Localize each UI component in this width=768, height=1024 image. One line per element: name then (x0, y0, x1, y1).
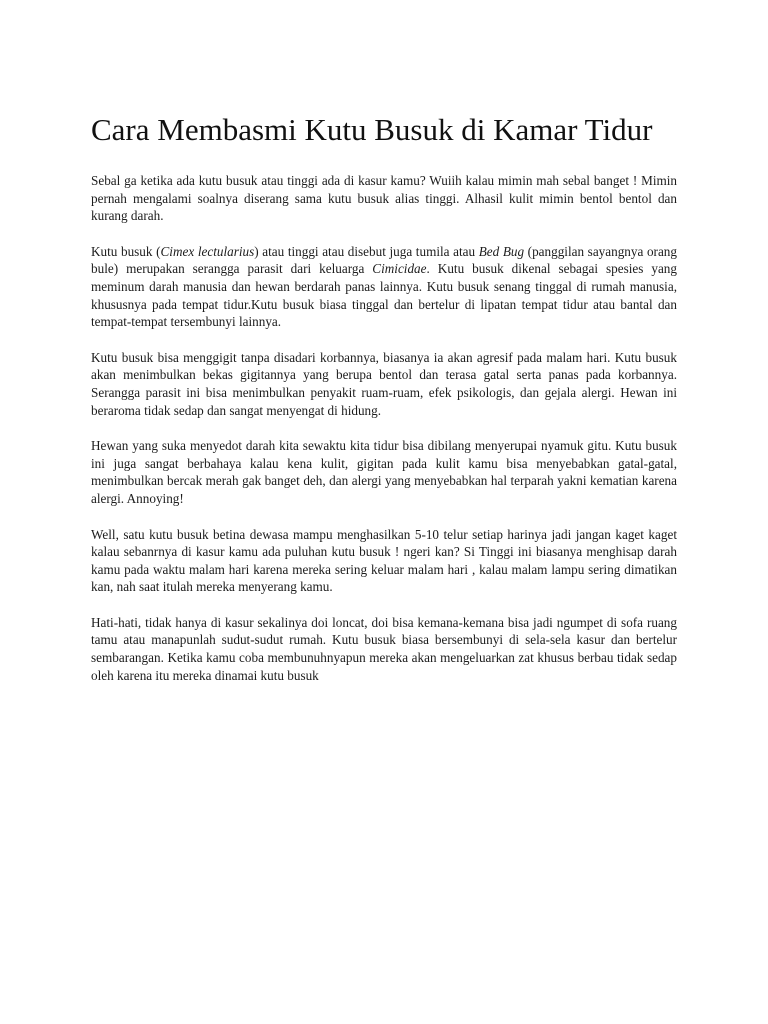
paragraph-intro: Sebal ga ketika ada kutu busuk atau tinggi ada di kasur kamu? Wuiih kalau mimin mah sebal banget ! Mimin pernah mengalami soalnya diserang sama kutu busuk alias tinggi. Alhasil kulit mimin bentol bentol dan kurang darah. (91, 173, 677, 224)
common-name: Bed Bug (478, 243, 525, 259)
paragraph-text-segment: ) atau tinggi atau disebut juga tumila atau (254, 243, 479, 259)
paragraph-text-segment: (panggilan sayangnya orang bule) merupakan serangga parasit dari keluarga (91, 243, 677, 277)
scientific-name: Cimex lectularius (160, 243, 255, 259)
paragraph-reproduction: Well, satu kutu busuk betina dewasa mampu menghasilkan 5-10 telur setiap harinya jadi jangan kaget kaget kalau sebanrnya di kasur kamu ada puluhan kutu busuk ! ngeri kan? Si Tinggi ini biasanya menghisap darah kamu pada waktu malam hari karena mereka sering keluar malam hari , kalau malam lampu sering dimatikan kan, nah saat itulah mereka menyerang kamu. (91, 526, 677, 595)
family-name: Cimicidae (372, 261, 427, 277)
paragraph-hiding: Hati-hati, tidak hanya di kasur sekalinya doi loncat, doi bisa kemana-kemana bisa jadi ngumpet di sofa ruang tamu atau manapunlah sudut-sudut rumah. Kutu busuk biasa bersembunyi di sela-sela kasur dan bertelur sembarangan. Ketika kamu coba membunuhnyapun mereka akan mengeluarkan zat khusus berbau tidak sedap oleh karena itu mereka dinamai kutu busuk (91, 614, 677, 683)
paragraph-danger: Hewan yang suka menyedot darah kita sewaktu kita tidur bisa dibilang menyerupai nyamuk gitu. Kutu busuk ini juga sangat berbahaya kalau kena kulit, gigitan pada kulit kamu bisa menyebabkan gatal-gatal, menimbulkan bercak merah gak banget deh, dan alergi yang menyebabkan hal terparah yakni kematian karena alergi. Annoying! (91, 438, 677, 506)
paragraph-bites: Kutu busuk bisa menggigit tanpa disadari korbannya, biasanya ia akan agresif pada malam hari. Kutu busuk akan menimbulkan bekas gigitannya yang berupa bentol dan terasa gatal serta panas pada korbannya. Serangga parasit ini bisa menimbulkan penyakit ruam-ruam, efek psikologis, dan gejala alergi. Hewan ini beraroma tidak sedap dan sangat menyengat di hidung. (91, 349, 677, 418)
paragraph-text-segment: . Kutu busuk dikenal sebagai spesies yang meminum darah manusia dan hewan berdarah panas lainnya. Kutu busuk senang tinggal di rumah manusia, khususnya pada tempat tidur.Kutu busuk biasa tinggal dan bertelur di lipatan tempat tidur atau bantal dan tempat-tempat tersembunyi lainnya. (91, 261, 677, 330)
document-page (91, 112, 677, 702)
document-title: Cara Membasmi Kutu Busuk di Kamar Tidur (91, 112, 653, 147)
paragraph-text-segment: Kutu busuk ( (91, 243, 161, 259)
paragraph-definition (91, 243, 677, 331)
